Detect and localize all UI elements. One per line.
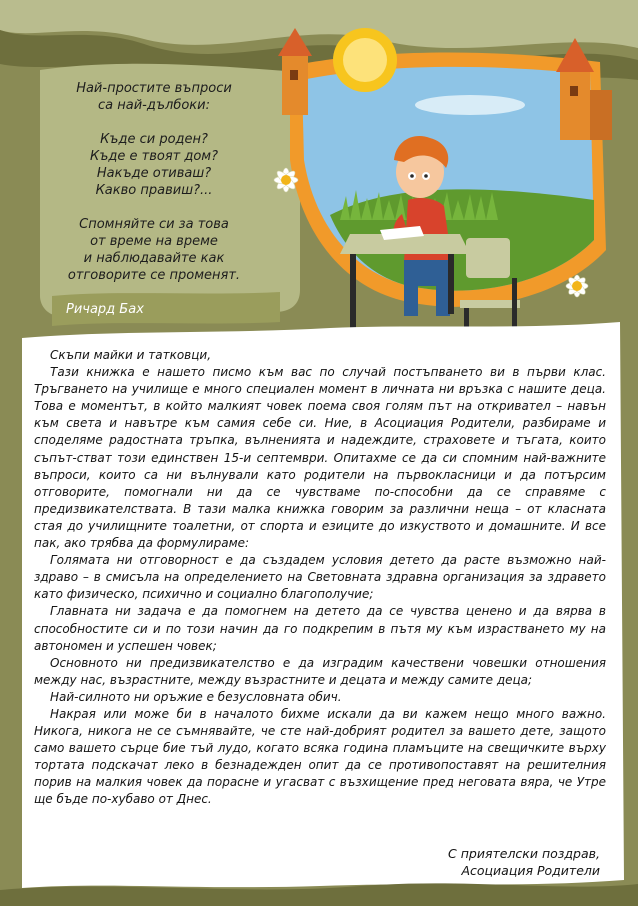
letter-paragraph: Основното ни предизвикателство е да изградим качествени човешки отношения между нас, възрастните, между възрастните и децата и между самите деца; xyxy=(34,655,606,687)
quote-stanza-3 xyxy=(38,216,270,284)
letter-signoff xyxy=(448,845,600,879)
signoff-line: Асоциация Родители xyxy=(461,863,600,878)
quote-author: Ричард Бах xyxy=(66,302,144,317)
epigraph-quote xyxy=(38,80,270,284)
quote-line: от време на време xyxy=(90,234,218,249)
letter-paragraph: Главната ни задача е да помогнем на детето да се чувства ценено и да вярва в способностите си и по този начин да го подкрепим в пътя му към израстването му на автономен и успешен човек; xyxy=(34,604,606,653)
tower-right xyxy=(556,38,612,140)
daisy-flower-left xyxy=(274,168,298,192)
quote-line: са най-дълбоки: xyxy=(98,98,210,113)
quote-line: Спомняйте си за това xyxy=(79,217,229,232)
tower-left xyxy=(278,28,312,115)
quote-stanza-1 xyxy=(38,80,270,114)
quote-line: отговорите се променят. xyxy=(67,268,241,283)
quote-line: Къде е твоят дом? xyxy=(89,149,219,164)
cloud xyxy=(415,95,525,115)
quote-line: Най-простите въпроси xyxy=(76,81,232,96)
quote-line: Къде си роден? xyxy=(100,132,208,147)
signoff-line: С приятелски поздрав, xyxy=(448,846,600,861)
bottom-wave xyxy=(0,883,638,906)
letter-paragraph: Най-силното ни оръжие е безусловната обич. xyxy=(50,689,342,704)
sun-core xyxy=(343,38,387,82)
letter-paragraph: Накрая или може би в началото бихме искали да ви кажем нещо много важно. Никога, никога не се съмнявайте, че сте най-добрият родител за вашето дете, защото само вашето сърце бие тъй лудо, когато всяка година пламъците на свещичките върху тортата подскачат леко в безнадежден опит да се противопоставят на решителния порив на малкия човек да порасне и угасват с възхищение пред неговата вяра, че Утре ще бъде по-хубаво от Днес. xyxy=(34,706,606,807)
quote-line: Накъде отиваш? xyxy=(96,166,212,181)
quote-line: и наблюдавайте как xyxy=(83,251,225,266)
letter-greeting: Скъпи майки и татковци, xyxy=(50,348,212,362)
daisy-flower-right xyxy=(566,275,588,297)
letter-body xyxy=(34,347,606,809)
quote-line: Какво правиш?... xyxy=(95,183,213,198)
letter-paragraph: Голямата ни отговорност е да създадем условия детето да расте възможно най-здраво – в смисъла на определението на Световната здравна организация за здравето като физическо, психично и социално благополучие; xyxy=(34,553,606,602)
quote-stanza-2 xyxy=(38,131,270,199)
letter-paragraph: Тази книжка е нашето писмо към вас по случай постъпването ви в първи клас. Тръгването на училище е много специален момент в личната ни връзка с нашите деца. Това е моментът, в който малкият човек поема своя голям път на откривател – навън към света и навътре към самия себе си. Ние, в Асоциация Родители, разбираме и споделяме радостната тръпка, вълненията и надеждите, страховете и тъгата, които съпът-стват този единствен 15-и септември. Опитахме се да си спомним най-важните въпроси, които са ни вълнували като родители на първокласници и да потърсим отговорите, помогнали ни да се чувстваме по-способни да се справяме с предизвикателствата. В тази малка книжка говорим за различни неща – от класната стая до училищните тоалетни, от спорта и езиците до изкуството и домашните. И все пак, ако трябва да формулираме: xyxy=(34,365,606,551)
